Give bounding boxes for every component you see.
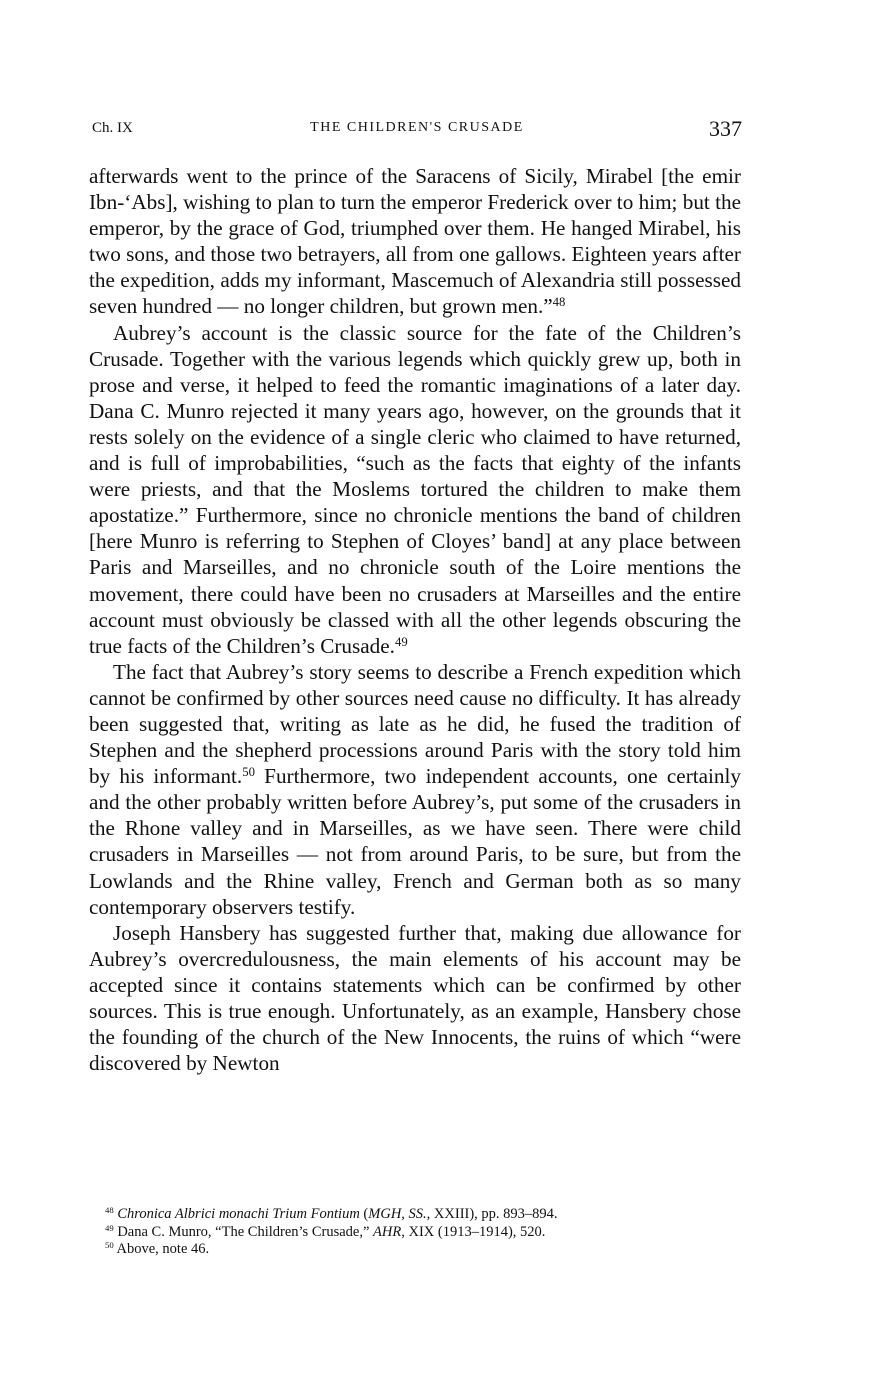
note-ref-49: 49: [394, 634, 408, 649]
paragraph-1: [89, 163, 741, 320]
main-text: [89, 163, 741, 1076]
footnotes: [89, 1206, 741, 1259]
page-number: 337: [709, 116, 742, 141]
paragraph-text: Joseph Hansbery has suggested further that, making due allowance for Aubrey’s overcredulousness, the main elements of his account may be accepted since it contains statements which can be confirmed by other sources. This is true enough. Unfortunately, as an example, Hansbery chose the founding of the church of the New Innocents, the ruins of which “were discovered by Newton: [89, 920, 741, 1076]
paragraph-text: afterwards went to the prince of the Saracens of Sicily, Mirabel [the emir Ibn-‘Abs], wishing to plan to turn the emperor Frederick over to him; but the emperor, by the grace of God, triumphed over them. He hanged Mirabel, his two sons, and those two betrayers, all from one gallows. Eighteen years after the expedition, adds my informant, Mascemuch of Alexandria still possessed seven hundred — no longer children, but grown men.”: [89, 164, 741, 319]
running-header: [92, 116, 742, 146]
footnote-journal: AHR: [373, 1223, 402, 1240]
chapter-label: Ch. IX: [92, 120, 133, 136]
footnote-number: 49: [105, 1222, 114, 1233]
paragraph-4: [89, 920, 741, 1077]
note-ref-50: 50: [242, 765, 255, 780]
paragraph-text: Furthermore, two independent accounts, one certainly and the other probably written before Aubrey’s, put some of the crusaders in the Rhone valley and in Marseilles, as we have seen. There were child crusaders in Marseilles — not from around Paris, to be sure, but from the Lowlands and the Rhine valley, French and German both as so many contemporary observers testify.: [89, 764, 741, 919]
paragraph-3: [89, 659, 741, 920]
paragraph-text: Aubrey’s account is the classic source for the fate of the Children’s Crusade. Together with the various legends which quickly grew up, both in prose and verse, it helped to feed the romantic imaginations of a later day. Dana C. Munro rejected it many years ago, however, on the grounds that it rests solely on the evidence of a single cleric who claimed to have returned, and is full of improbabilities, “such as the facts that eighty of the infants were priests, and that the Moslems tortured the children to make them apostatize.” Furthermore, since no chronicle mentions the band of children [here Munro is referring to Stephen of Cloyes’ band] at any place between Paris and Marseilles, and no chronicle south of the Loire mentions the movement, there could have been no crusaders at Marseilles and the entire account must obviously be classed with all the other legends obscuring the true facts of the Children’s Crusade.: [89, 320, 741, 658]
footnote-source: MGH, SS.: [368, 1206, 427, 1222]
footnote-49: $^{49}$ Dana C. Munro, “The Children’s Crusade,” AHR, XIX (1913–1914), 520.: [105, 1222, 546, 1240]
footnote-50: $^{50}$ Above, note 46.: [105, 1240, 210, 1257]
footnote-title: Chronica Albrici monachi Trium Fontium: [117, 1206, 360, 1222]
footnote-number: 48: [105, 1205, 114, 1216]
running-title: THE CHILDREN'S CRUSADE: [310, 120, 524, 135]
footnote-number: 50: [105, 1240, 114, 1251]
paragraph-2: [89, 320, 741, 659]
footnote-48: $^{48}$ Chronica Albrici monachi Trium Fontium (MGH, SS., XXIII), pp. 893–894.: [105, 1205, 558, 1222]
paragraph-text: The fact that Aubrey’s story seems to describe a French expedition which cannot be confirmed by other sources need cause no difficulty. It has already been suggested that, writing as late as he did, he fused the tradition of Stephen and the shepherd processions around Paris with the story told him by his informant.: [89, 659, 741, 789]
note-ref-48: 48: [552, 295, 566, 310]
